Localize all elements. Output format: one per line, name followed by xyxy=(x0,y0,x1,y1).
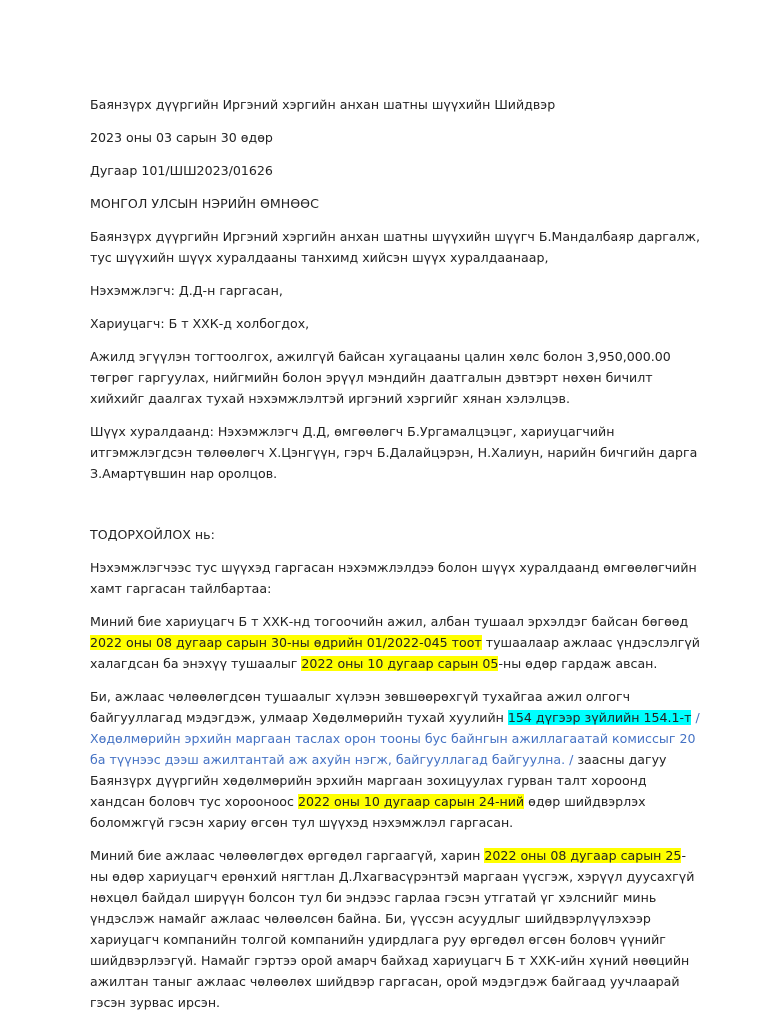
highlighted-date: 2022 оны 08 дугаар сарын 25 xyxy=(484,848,682,863)
highlighted-date: 2022 оны 10 дугаар сарын 24-ний xyxy=(297,794,525,809)
participants-paragraph: Шүүх хуралдаанд: Нэхэмжлэгч Д.Д, өмгөөлөгч Б.Ургамалцэцэг, хариуцагчийн итгэмжлэгдсэн төлөөлөгч Х.Цэнгүүн, гэрч Б.Далайцэрэн, Н.Халиун, нарийн бичгийн дарга З.Амартүвшин нар оролцов. xyxy=(90,424,698,481)
claim-paragraph: Ажилд эгүүлэн тогтоолгох, ажилгүй байсан хугацааны цалин хөлс болон 3,950,000.00 төгрөг гаргуулах, нийгмийн болон эрүүл мэндийн даатгалын дэвтэрт нөхөн бичилт хийхийг даалгах тухай нэхэмжлэлтэй иргэний хэргийг хянан хэлэлцэв. xyxy=(90,349,671,406)
findings-heading: ТОДОРХОЙЛОХ нь: xyxy=(90,527,215,542)
decision-date: 2023 оны 03 сарын 30 өдөр xyxy=(90,130,273,145)
highlighted-date: 2022 оны 08 дугаар сарын 30-ны өдрийн 01/2022-045 тоот xyxy=(90,635,482,650)
plaintiff-line: Нэхэмжлэгч: Д.Д-н гаргасан, xyxy=(90,283,283,298)
text-segment: заасны дагуу Баянзүрх дүүргийн хөдөлмөрийн эрхийн маргаан зохицуулах гурван талт хороонд хандсан боловч тус хорооноос xyxy=(90,752,667,809)
court-title: Баянзүрх дүүргийн Иргэний хэргийн анхан шатны шүүхийн Шийдвэр xyxy=(90,97,556,112)
text-segment: Миний бие ажлаас чөлөөлөгдөх өргөдөл гаргаагүй, харин xyxy=(90,848,485,863)
text-segment: -ны өдөр хариуцагч ерөнхий нягтлан Д.Лхагвасүрэнтэй маргаан үүсгэж, хэрүүл дуусахгүй нөхцөл байдал ширүүн болсон тул би эндээс гарлаа гэсэн утгатай үг хэлснийг минь үндэслэж намайг ажлаас чөлөөлсөн байна. Би, үүссэн асуудлыг шийдвэрлүүлэхээр хариуцагч компанийн толгой компанийн удирдлага руу өргөдөл өгсөн боловч үүнийг шийдвэрлээгүй. Намайг гэртээ орой амарч байхад хариуцагч Б т ХХК-ийн хүний нөөцийн ажилтан таныг ажлаас чөлөөлөх шийдвэр гаргасан, орой мэдэгдэж байгаад уучлаарай гэсэн зурвас ирсэн. xyxy=(90,848,695,1010)
text-segment: Би, ажлаас чөлөөлөгдсөн тушаалыг хүлээн зөвшөөрөхгүй тухайгаа ажил олгогч байгууллагад мэдэгдэж, улмаар Хөдөлмөрийн тухай хуулийн xyxy=(90,689,631,725)
text-segment: Миний бие хариуцагч Б т ХХК-нд тогоочийн ажил, албан тушаал эрхэлдэг байсан бөгөөд xyxy=(90,614,689,629)
text-segment: тушаалаар ажлаас үндэслэлгүй халагдсан ба энэхүү тушаалыг xyxy=(90,635,700,671)
session-paragraph: Баянзүрх дүүргийн Иргэний хэргийн анхан шатны шүүхийн шүүгч Б.Мандалбаяр даргалж, тус шүүхийн шүүх хуралдааны танхимд хийсэн шүүх хуралдаанаар, xyxy=(90,229,700,265)
spacer xyxy=(90,496,704,524)
highlighted-law-article: 154 дүгээр зүйлийн 154.1-т xyxy=(507,710,692,725)
statement-paragraph-3 xyxy=(90,845,704,1013)
highlighted-date: 2022 оны 10 дугаар сарын 05 xyxy=(301,656,499,671)
text-segment: -ны өдөр гардаж авсан. xyxy=(498,656,658,671)
statement-paragraph-2 xyxy=(90,686,704,833)
text-segment: өдөр шийдвэрлэх боломжгүй гэсэн хариу өгсөн тул шүүхэд нэхэмжлэл гаргасан. xyxy=(90,794,646,830)
law-quote: / Хөдөлмөрийн эрхийн маргаан таслах орон тооны бус байнгын ажиллагаатай комиссыг 20 ба түүнээс дээш ажилтантай аж ахуйн нэгж, байгууллагад байгуулна. / xyxy=(90,710,700,767)
decision-number: Дугаар 101/ШШ2023/01626 xyxy=(90,163,273,178)
statement-paragraph-1 xyxy=(90,611,704,674)
preamble: МОНГОЛ УЛСЫН НЭРИЙН ӨМНӨӨС xyxy=(90,196,319,211)
defendant-line: Хариуцагч: Б т ХХК-д холбогдох, xyxy=(90,316,310,331)
findings-lead: Нэхэмжлэгчээс тус шүүхэд гаргасан нэхэмжлэлдээ болон шүүх хуралдаанд өмгөөлөгчийн хамт гаргасан тайлбартаа: xyxy=(90,560,697,596)
